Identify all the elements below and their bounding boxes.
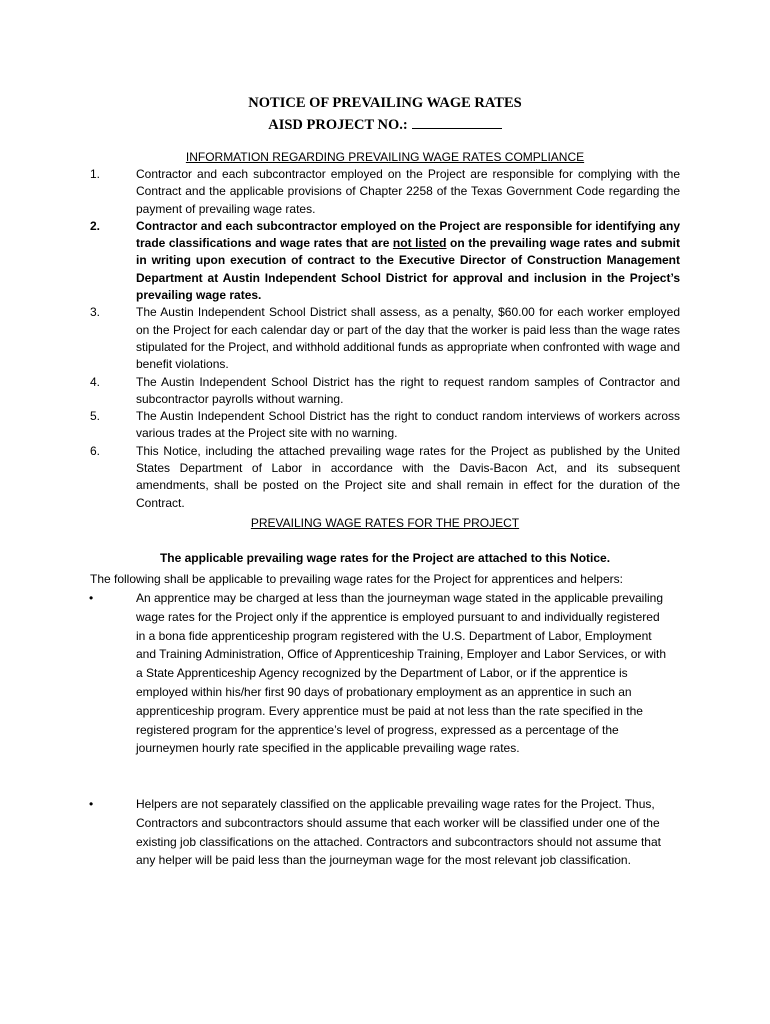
bullet-text: An apprentice may be charged at less than the journeyman wage stated in the applicable prevailing wage rates for the Project only if the apprentice is employed pursuant to and individually registered in a bona fide apprenticeship program registered with the U.S. Department of Labor, Employment and Training Administration, Office of Apprenticeship Training, Employer and Labor Services, or with a State Apprenticeship Agency recognized by the Department of Labor, or if the apprentice is employed within his/her first 90 days of probationary employment as an apprentice in such an apprenticeship program. Every apprentice must be paid at not less than the rate specified in the registered program for the apprentice’s level of progress, expressed as a percentage of the journeymen hourly rate specified in the applicable prevailing wage rates. [136,591,667,756]
item-number: 6. [90,443,101,458]
item-text-not-listed: not listed [392,236,447,251]
item-number: 2. [90,218,101,233]
compliance-item-6 [0,443,770,512]
bullet-text: Helpers are not separately classified on the applicable prevailing wage rates for the Project. Thus, Contractors and subcontractors should assume that each worker will be classified under one of the existing job classifications on the attached. Contractors and subcontractors should not assume that any helper will be paid less than the journeyman wage for the most relevant job classification. [136,797,661,868]
project-number-line [0,115,770,134]
compliance-item-1 [0,166,770,218]
document-title: NOTICE OF PREVAILING WAGE RATES [248,95,522,111]
item-text-part-a: Contractor and each subcontractor employed on the Project are responsible for identifying any trade classifications and wage rates that are [136,218,680,251]
compliance-item-5 [0,408,770,443]
rates-intro: The following shall be applicable to prevailing wage rates for the Project for apprentices and helpers: [90,572,623,586]
item-number: 5. [90,409,101,424]
compliance-heading: INFORMATION REGARDING PREVAILING WAGE RATES COMPLIANCE [185,150,585,164]
item-number: 1. [90,167,101,181]
rates-heading: PREVAILING WAGE RATES FOR THE PROJECT [250,516,520,530]
list-item [0,589,770,758]
item-text [136,218,680,304]
bullet-icon: • [89,591,94,605]
compliance-list [0,166,770,512]
item-text: Contractor and each subcontractor employed on the Project are responsible for complying with the Contract and the applicable provisions of Chapter 2258 of the Texas Government Code regarding the payment of prevailing wage rates. [136,167,680,216]
item-text: This Notice, including the attached prevailing wage rates for the Project as published by the United States Department of Labor in accordance with the Davis-Bacon Act, and its subsequent amendments, shall be posted on the Project site and shall remain in effect for the duration of the Contract. [136,443,680,510]
item-text: The Austin Independent School District has the right to request random samples of Contractor and subcontractor payrolls without warning. [136,374,680,406]
compliance-item-2 [0,218,770,304]
bullet-icon: • [89,797,94,811]
item-number: 4. [90,374,101,389]
attached-note: The applicable prevailing wage rates for the Project are attached to this Notice. [159,551,611,565]
item-text-part-b: on the prevailing wage rates and submit in writing upon execution of contract to the Executive Director of Construction Management Department at Austin Independent School District for approval and inclusion in the Project’s prevailing wage rates. [136,236,680,303]
helper-bullet [0,795,770,870]
project-number-blank [412,115,502,129]
item-number: 3. [90,305,101,320]
compliance-item-4 [0,374,770,409]
list-item [0,795,770,870]
item-text: The Austin Independent School District shall assess, as a penalty, $60.00 for each worker employed on the Project for each calendar day or part of the day that the worker is paid less than the wage rates stipulated for the Project, and withhold additional funds as appropriate when confronted with wage and benefit violations. [136,305,680,372]
item-text: The Austin Independent School District has the right to conduct random interviews of workers across various trades at the Project site with no warning. [136,409,680,441]
project-number-label: AISD PROJECT NO.: [268,117,408,133]
compliance-item-3 [0,304,770,373]
apprentice-bullet [0,589,770,758]
